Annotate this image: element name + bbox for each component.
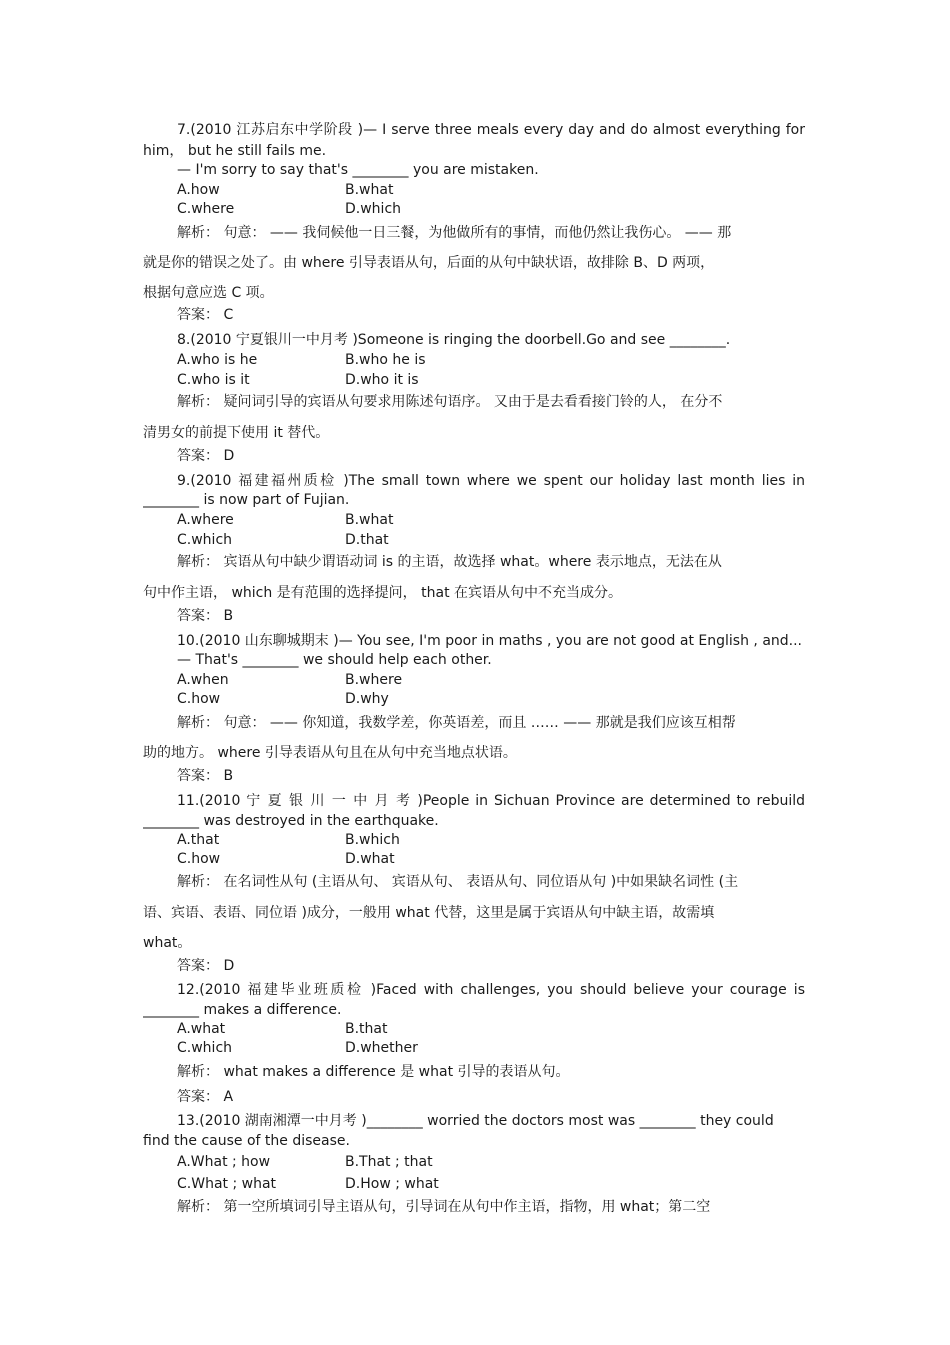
question-11-analysis-2: 语、宾语、表语、同位语 )成分，一般用 what 代替，这里是属于宾语从句中缺主语，故需填 (143, 905, 715, 921)
question-7-option-d: D.which (345, 201, 402, 217)
question-11-answer: 答案： D (177, 958, 235, 974)
question-13-line-1: 13.(2010 湖南湘潭一中月考 )________ worried the doctors most was ________ they could (177, 1113, 774, 1129)
question-8-analysis-2: 清男女的前提下使用 it 替代。 (143, 425, 330, 441)
question-7-line-1: 7.(2010 江苏启东中学阶段 )— I serve three meals every day and do almost everything for (177, 122, 805, 138)
question-10-answer: 答案： B (177, 768, 234, 784)
question-9-line-2: ________ is now part of Fujian. (143, 492, 350, 508)
question-7-answer: 答案： C (177, 307, 234, 323)
question-7-option-c: C.where (177, 201, 235, 217)
question-7-option-a: A.how (177, 182, 220, 198)
question-9-option-a: A.where (177, 512, 234, 528)
question-13-option-a: A.What ; how (177, 1154, 271, 1170)
question-7-line-2: him， but he still fails me. (143, 143, 327, 159)
question-12-option-a: A.what (177, 1021, 226, 1037)
question-11-option-a: A.that (177, 832, 220, 848)
question-12-option-c: C.which (177, 1040, 233, 1056)
question-8-answer: 答案： D (177, 448, 235, 464)
question-8-line-1: 8.(2010 宁夏银川一中月考 )Someone is ringing the doorbell.Go and see ________. (177, 332, 731, 348)
question-7-analysis-2: 就是你的错误之处了。由 where 引导表语从句，后面的从句中缺状语，故排除 B、D 两项， (143, 255, 715, 271)
question-11-option-c: C.how (177, 851, 221, 867)
question-13-option-c: C.What ; what (177, 1176, 277, 1192)
question-11-line-2: ________ was destroyed in the earthquake. (143, 813, 439, 829)
question-10-line-1: 10.(2010 山东聊城期末 )— You see, I'm poor in maths , you are not good at English , and... (177, 633, 803, 649)
question-12-line-2: ________ makes a difference. (143, 1002, 342, 1018)
question-13-option-b: B.That ; that (345, 1154, 433, 1170)
question-9-answer: 答案： B (177, 608, 234, 624)
question-9-analysis-1: 解析： 宾语从句中缺少谓语动词 is 的主语，故选择 what。where 表示地点，无法在从 (177, 554, 722, 570)
question-10-option-b: B.where (345, 672, 403, 688)
question-12-answer: 答案： A (177, 1089, 234, 1105)
question-8-option-a: A.who is he (177, 352, 258, 368)
question-9-analysis-2: 句中作主语， which 是有范围的选择提问， that 在宾语从句中不充当成分。 (143, 585, 623, 601)
question-11-line-1: 11.(2010 宁 夏 银 川 一 中 月 考 )People in Sichuan Province are determined to rebuild (177, 793, 805, 809)
question-7-analysis-3: 根据句意应选 C 项。 (143, 285, 274, 301)
question-10-option-c: C.how (177, 691, 221, 707)
question-10-analysis-1: 解析： 句意： —— 你知道，我数学差，你英语差，而且 …… —— 那就是我们应该互相帮 (177, 715, 736, 731)
question-13-option-d: D.How ; what (345, 1176, 439, 1192)
question-11-option-d: D.what (345, 851, 395, 867)
question-9-line-1: 9.(2010 福建福州质检 )The small town where we spent our holiday last month lies in (177, 473, 805, 489)
question-12-option-b: B.that (345, 1021, 388, 1037)
question-13-line-2: find the cause of the disease. (143, 1133, 350, 1149)
question-10-analysis-2: 助的地方。 where 引导表语从句且在从句中充当地点状语。 (143, 745, 517, 761)
question-7-analysis-1: 解析： 句意： —— 我伺候他一日三餐，为他做所有的事情，而他仍然让我伤心。 —— 那 (177, 225, 732, 241)
question-8-analysis-1: 解析： 疑问词引导的宾语从句要求用陈述句语序。 又由于是去看看接门铃的人， 在分不 (177, 394, 723, 410)
question-13-analysis-1: 解析： 第一空所填词引导主语从句，引导词在从句中作主语，指物，用 what；第二空 (177, 1199, 711, 1215)
question-10-line-2: — That's ________ we should help each other. (177, 652, 492, 668)
question-10-option-d: D.why (345, 691, 389, 707)
question-9-option-b: B.what (345, 512, 394, 528)
question-11-analysis-1: 解析： 在名词性从句 (主语从句、 宾语从句、 表语从句、同位语从句 )中如果缺名词性 (主 (177, 874, 739, 890)
question-9-option-d: D.that (345, 532, 389, 548)
question-7-option-b: B.what (345, 182, 394, 198)
question-12-option-d: D.whether (345, 1040, 418, 1056)
question-8-option-c: C.who is it (177, 372, 250, 388)
question-8-option-d: D.who it is (345, 372, 419, 388)
question-7-line-3: — I'm sorry to say that's ________ you are mistaken. (177, 162, 539, 178)
question-10-option-a: A.when (177, 672, 229, 688)
question-12-analysis-1: 解析： what makes a difference 是 what 引导的表语从句。 (177, 1064, 570, 1080)
question-11-analysis-3: what。 (143, 935, 192, 951)
question-12-line-1: 12.(2010 福建毕业班质检 )Faced with challenges, you should believe your courage is (177, 982, 805, 998)
question-11-option-b: B.which (345, 832, 400, 848)
question-9-option-c: C.which (177, 532, 233, 548)
question-8-option-b: B.who he is (345, 352, 426, 368)
